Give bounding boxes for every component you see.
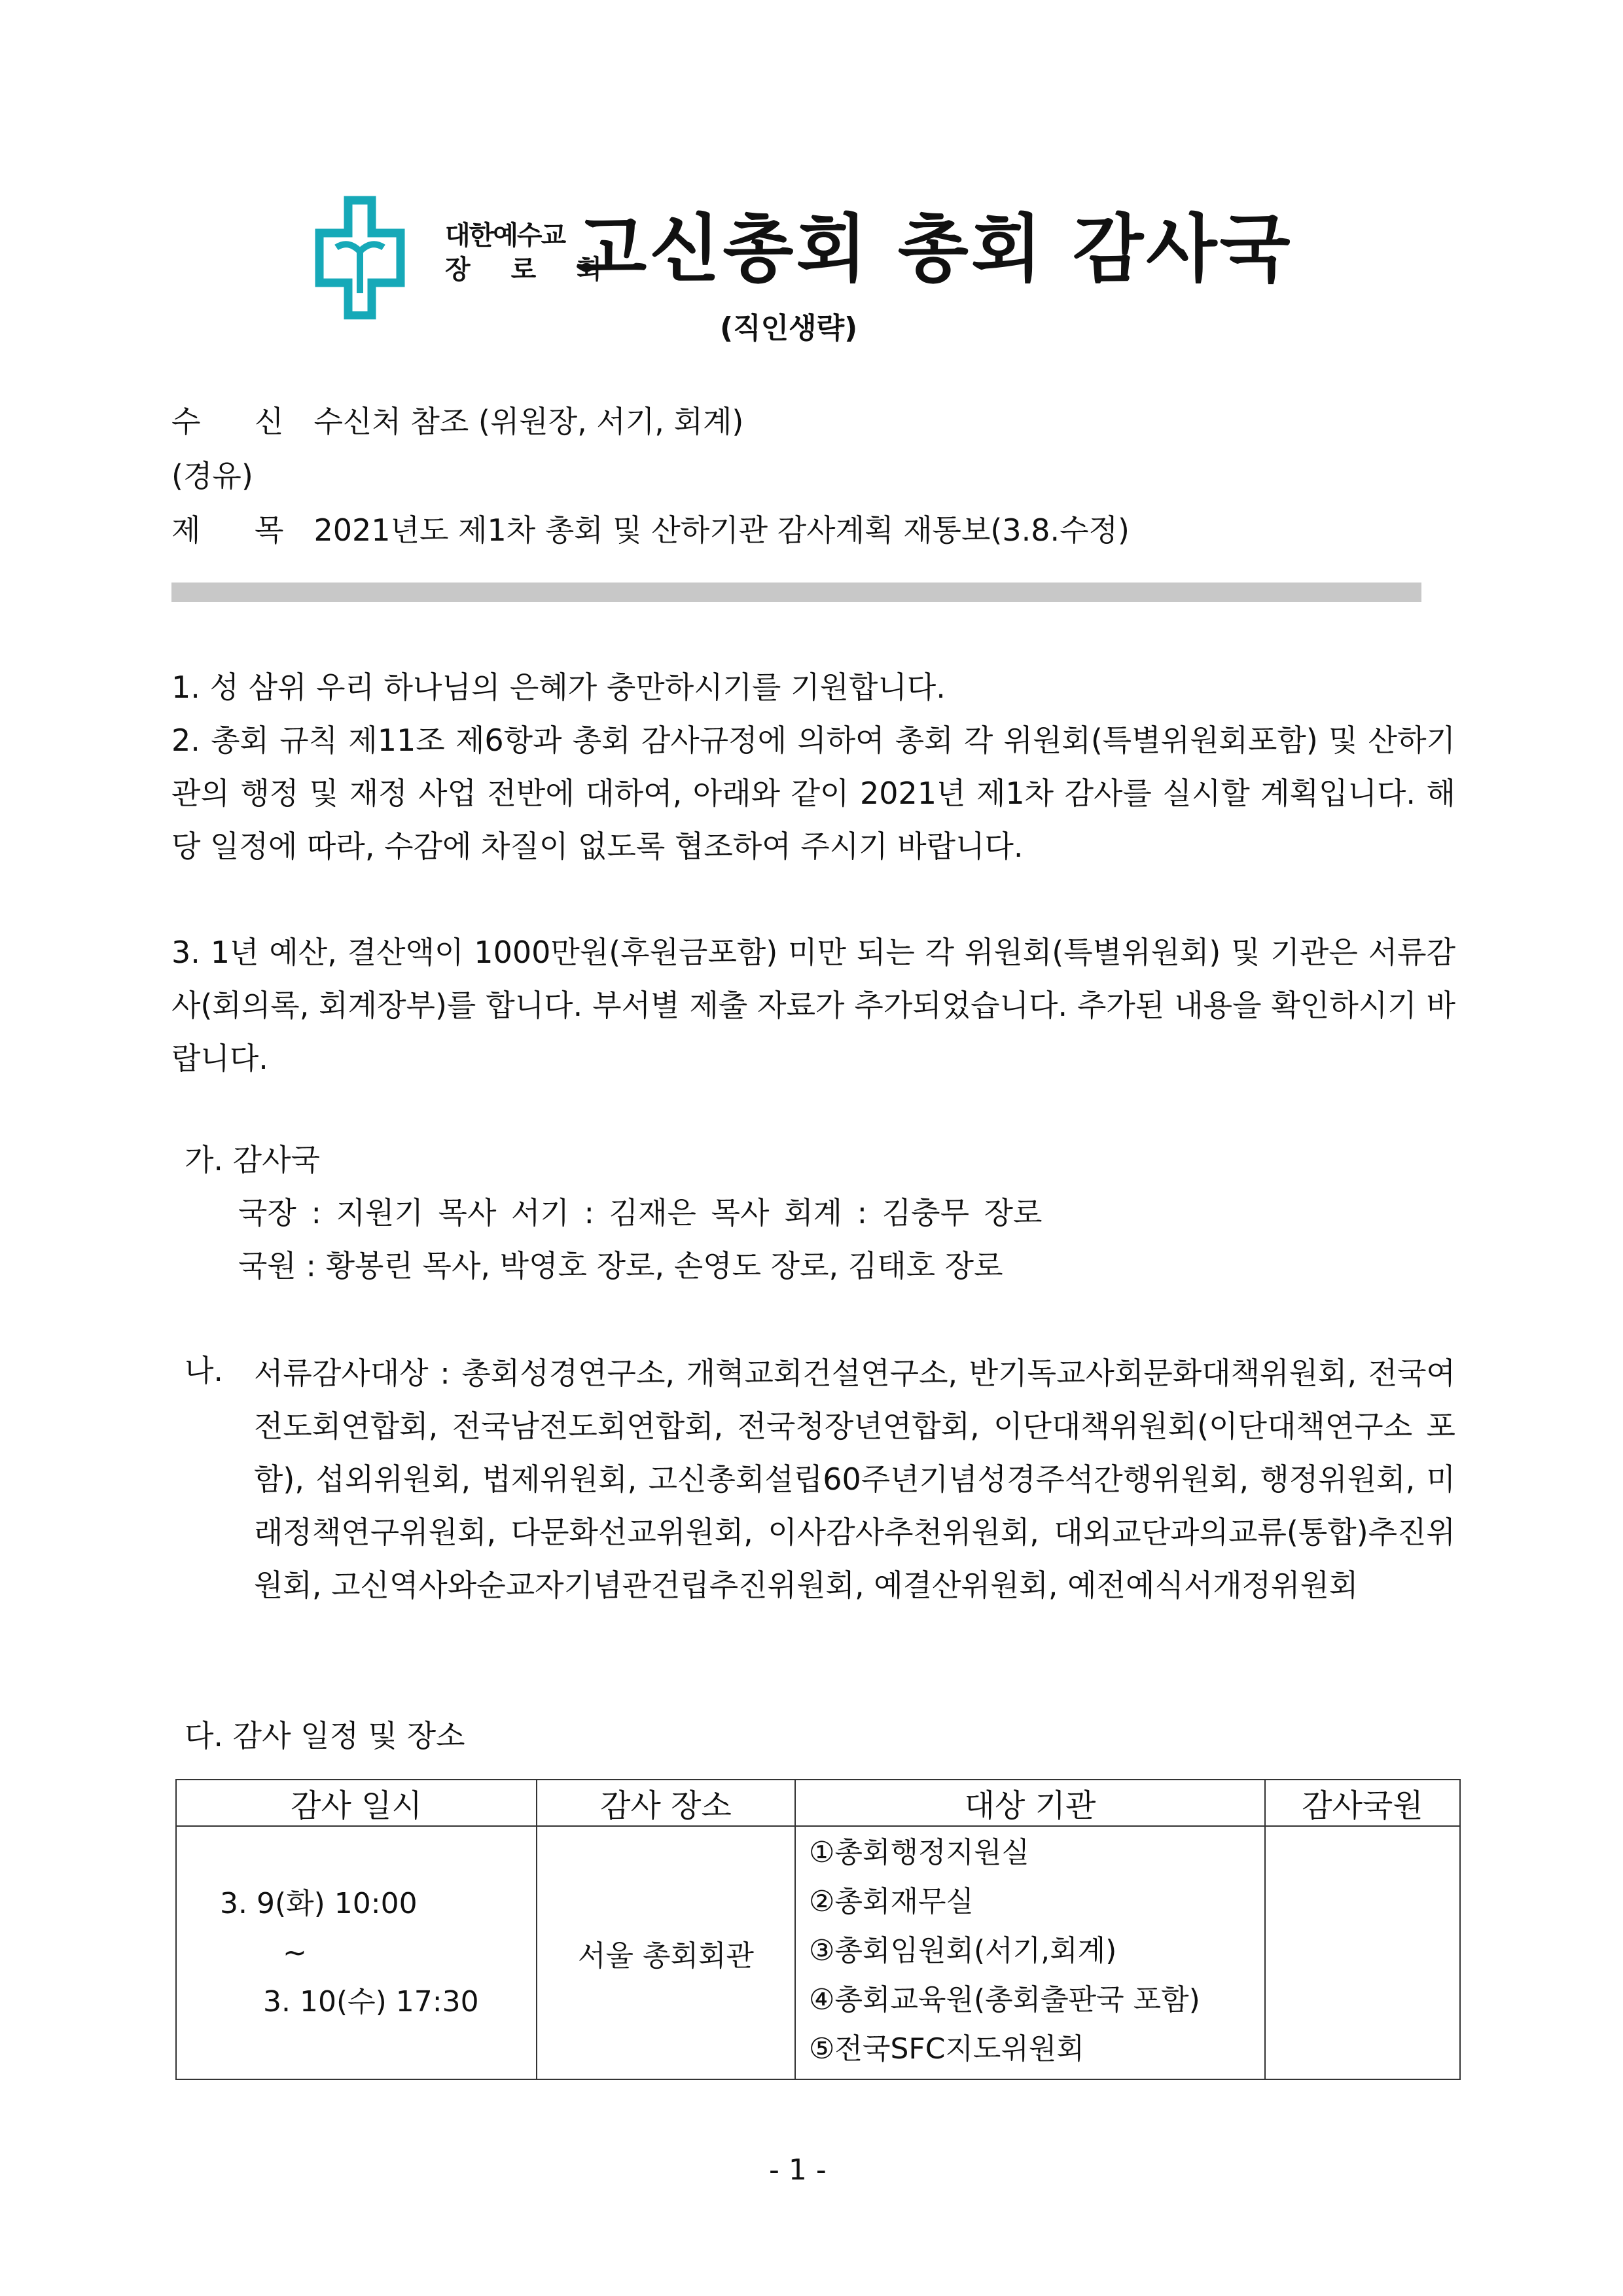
target-item: ②총회재무실 (809, 1885, 974, 1918)
date-tilde: ~ (283, 1936, 307, 1969)
recipient-label: 수 신 (171, 404, 306, 439)
subject-line (171, 507, 1130, 550)
subject-label: 제 목 (171, 512, 306, 548)
date-end: 3. 10(수) 17:30 (263, 1985, 479, 2018)
section-da-heading: 다. 감사 일정 및 장소 (185, 1718, 465, 1753)
cell-date (176, 1826, 537, 2079)
schedule-table (175, 1779, 1461, 2080)
subject-value: 2021년도 제1차 총회 및 산하기관 감사계획 재통보(3.8.수정) (313, 512, 1130, 548)
target-item: ⑤전국SFC지도위원회 (809, 2032, 1084, 2066)
cell-place: 서울 총회회관 (537, 1826, 795, 2079)
seal-omitted-note: (직인생략) (720, 312, 858, 345)
cell-targets (795, 1826, 1265, 2079)
table-row (176, 1826, 1460, 2079)
section-ga-members: 국원 : 황봉린 목사, 박영호 장로, 손영도 장로, 김태호 장로 (238, 1248, 1003, 1283)
paragraph-1: 1. 성 삼위 우리 하나님의 은혜가 충만하시기를 기원합니다. (171, 670, 946, 705)
header-divider (171, 583, 1421, 602)
col-header-place: 감사 장소 (537, 1780, 795, 1826)
recipient-value: 수신처 참조 (위원장, 서기, 회계) (313, 404, 744, 439)
target-item: ④총회교육원(총회출판국 포함) (809, 1983, 1200, 2017)
section-ga-heading: 가. 감사국 (185, 1142, 320, 1177)
via-line: (경유) (171, 458, 253, 493)
section-na-label: 나. (185, 1353, 224, 1388)
date-start: 3. 9(화) 10:00 (220, 1887, 418, 1920)
page-title: 고신총회 총회 감사국 (576, 207, 1293, 292)
gosin-logo (314, 195, 406, 319)
paragraph-2: 2. 총회 규칙 제11조 제6항과 총회 감사규정에 의하여 총회 각 위원회(특별위원회포함) 및 산하기관의 행정 및 재정 사업 전반에 대하여, 아래와 같이 2021년 제1차 감사를 실시할 계획입니다. 해당 일정에 따라, 수감에 차질이 없도록 협조하여 주시기 바랍니다. (171, 723, 1455, 864)
target-item: ①총회행정지원실 (809, 1836, 1029, 1869)
col-header-targets: 대상 기관 (795, 1780, 1265, 1826)
section-na-text: 서류감사대상 : 총회성경연구소, 개혁교회건설연구소, 반기독교사회문화대책위원회, 전국여전도회연합회, 전국남전도회연합회, 전국청장년연합회, 이단대책위원회(이단대책연구소 포함), 섭외위원회, 법제위원회, 고신총회설립60주년기념성경주석간행위원회, 행정위원회, 미래정책연구위원회, 다문화선교위원회, 이사감사추천위원회, 대외교단과의교류(통합)추진위원회, 고신역사와순교자기념관건립추진위원회, 예결산위원회, 예전예식서개정위원회 (254, 1355, 1455, 1603)
target-item: ③총회임원회(서기,회계) (809, 1934, 1117, 1967)
org-line2: 장 로 회 (445, 255, 618, 285)
col-header-auditors: 감사국원 (1265, 1780, 1460, 1826)
paragraph-3: 3. 1년 예산, 결산액이 1000만원(후원금포함) 미만 되는 각 위원회(특별위원회) 및 기관은 서류감사(회의록, 회계장부)를 합니다. 부서별 제출 자료가 추가되었습니다. 추가된 내용을 확인하시기 바랍니다. (171, 935, 1455, 1076)
page-number: - 1 - (769, 2153, 827, 2187)
col-header-date: 감사 일시 (176, 1780, 537, 1826)
table-header-row (176, 1780, 1460, 1826)
org-line1: 대한예수교 (445, 221, 565, 251)
section-ga-officers: 국장 : 지원기 목사 서기 : 김재은 목사 회계 : 김충무 장로 (238, 1195, 1043, 1230)
recipient-line (171, 398, 743, 441)
cell-auditors (1265, 1826, 1460, 2079)
